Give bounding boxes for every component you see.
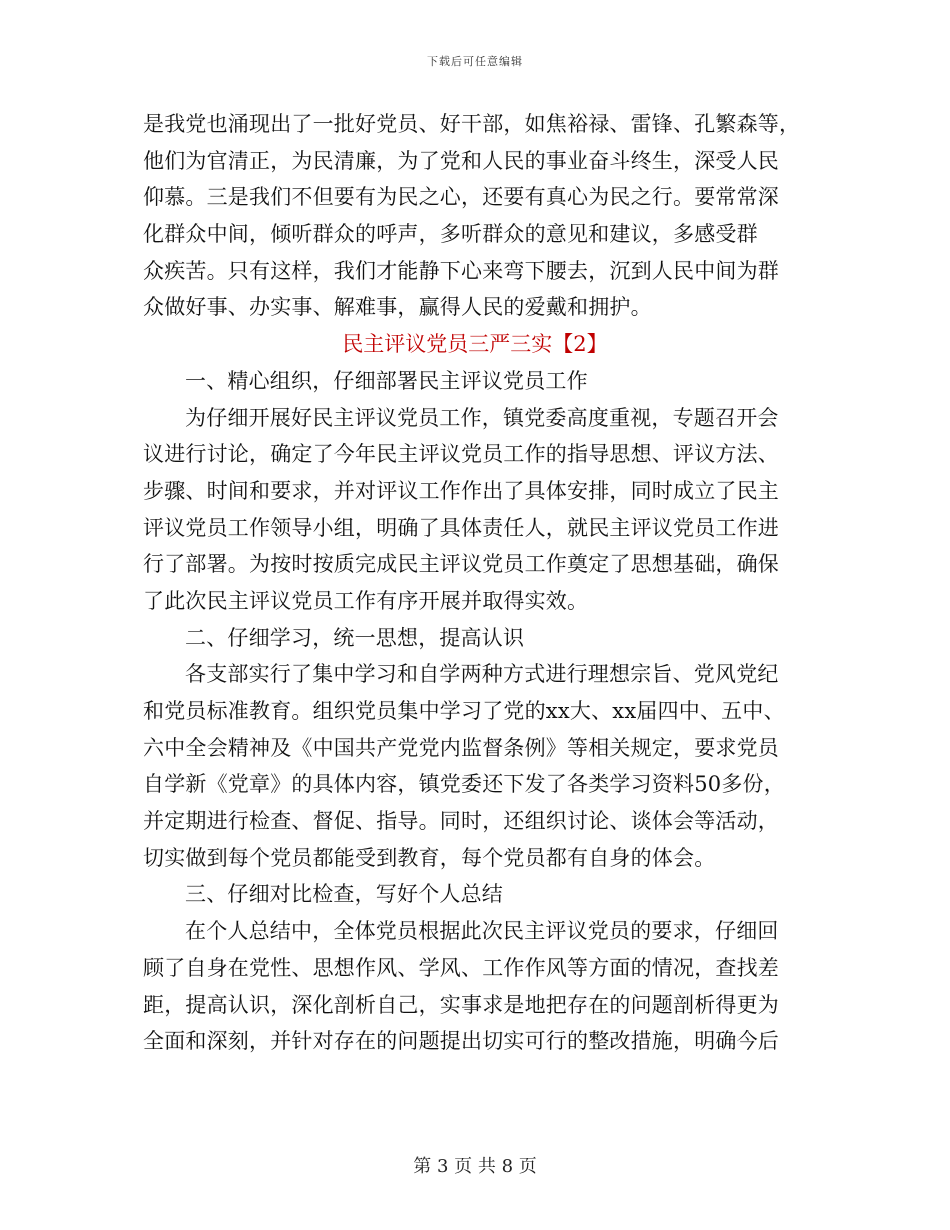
page-header: 下载后可任意编辑 (427, 55, 523, 68)
text-line: 全面和深刻，并针对存在的问题提出切实可行的整改措施，明确今后 (143, 1029, 779, 1054)
heading-1: 一、精心组织，仔细部署民主评议党员工作 (185, 368, 588, 393)
text-line: 切实做到每个党员都能受到教育，每个党员都有自身的体会。 (143, 845, 716, 870)
page-number: 第 3 页 共 8 页 (413, 1156, 537, 1177)
paragraph-2 (143, 656, 807, 876)
text-line: 步骤、时间和要求，并对评议工作作出了具体安排，同时成立了民主 (143, 478, 779, 503)
text-line: 和党员标准教育。组织党员集中学习了党的xx大、xx届四中、五中、 (143, 699, 785, 723)
text-line: 在个人总结中，全体党员根据此次民主评议党员的要求，仔细回 (185, 919, 779, 944)
text-line: 各支部实行了集中学习和自学两种方式进行理想宗旨、党风党纪 (185, 662, 779, 687)
text-line: 众做好事、办实事、解难事，赢得人民的爱戴和拥护。 (143, 295, 652, 320)
heading-2: 二、仔细学习，统一思想，提高认识 (185, 625, 525, 650)
text-line: 行了部署。为按时按质完成民主评议党员工作奠定了思想基础，确保 (143, 552, 779, 577)
text-line: 化群众中间，倾听群众的呼声，多听群众的意见和建议，多感受群 (143, 222, 758, 247)
text-line: 距，提高认识，深化剖析自己，实事求是地把存在的问题剖析得更为 (143, 992, 779, 1017)
paragraph-continued (143, 106, 807, 326)
text-line: 是我党也涌现出了一批好党员、好干部，如焦裕禄、雷锋、孔繁森等， (143, 112, 801, 136)
paragraph-1 (143, 400, 807, 620)
paragraph-3 (143, 913, 807, 1060)
text-line: 自学新《党章》的具体内容，镇党委还下发了各类学习资料50多份， (143, 772, 785, 797)
text-line: 了此次民主评议党员工作有序开展并取得实效。 (143, 588, 589, 613)
text-line: 顾了自身在党性、思想作风、学风、工作作风等方面的情况，查找差 (143, 955, 779, 980)
text-line: 六中全会精神及《中国共产党党内监督条例》等相关规定，要求党员 (143, 735, 779, 760)
text-line: 仰慕。三是我们不但要有为民之心，还要有真心为民之行。要常常深 (143, 185, 779, 210)
text-line: 为仔细开展好民主评议党员工作，镇党委高度重视，专题召开会 (185, 405, 779, 430)
text-line: 评议党员工作领导小组，明确了具体责任人，就民主评议党员工作进 (143, 515, 779, 540)
text-line: 并定期进行检查、督促、指导。同时，还组织讨论、谈体会等活动， (143, 809, 779, 834)
text-line: 他们为官清正，为民清廉，为了党和人民的事业奋斗终生，深受人民 (143, 148, 779, 173)
document-body (143, 106, 807, 1060)
section-title: 民主评议党员三严三实【2】 (342, 332, 608, 357)
heading-3: 三、仔细对比检查，写好个人总结 (185, 882, 503, 907)
text-line: 众疾苦。只有这样，我们才能静下心来弯下腰去，沉到人民中间为群 (143, 258, 779, 283)
text-line: 议进行讨论，确定了今年民主评议党员工作的指导思想、评议方法、 (143, 442, 779, 467)
